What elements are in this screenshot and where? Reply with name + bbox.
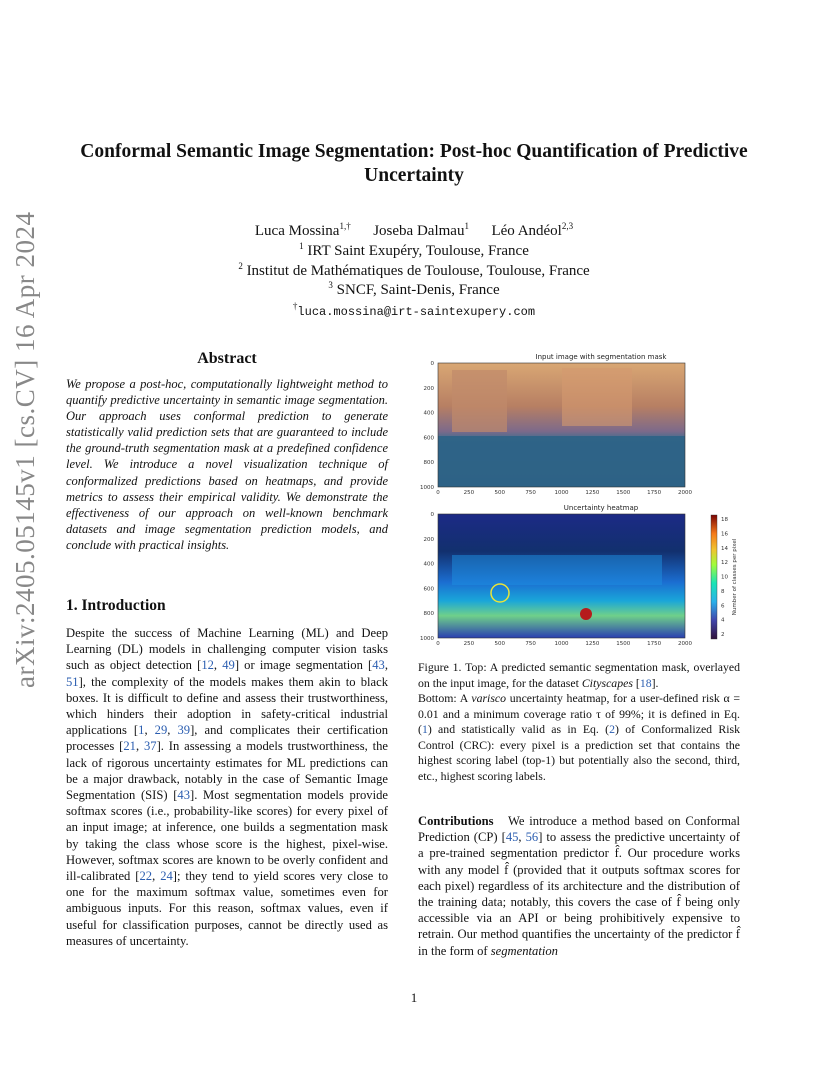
citation-link[interactable]: 43 <box>177 788 191 803</box>
colorbar-tick-label: 12 <box>721 560 728 567</box>
affiliation-1-text: IRT Saint Exupéry, Toulouse, France <box>307 243 529 259</box>
colorbar-tick-label: 14 <box>721 545 728 552</box>
x-tick-label: 1750 <box>647 641 662 647</box>
y-tick-label: 0 <box>430 361 434 367</box>
page-number: 1 <box>410 990 418 1005</box>
arxiv-identifier: arXiv:2405.05145v1 [cs.CV] 16 Apr 2024 <box>10 211 40 688</box>
y-tick-label: 800 <box>423 460 434 467</box>
x-tick-label: 250 <box>463 490 475 496</box>
author-2: Joseba Dalmau <box>373 223 465 239</box>
colorbar-tick-label: 18 <box>721 517 728 523</box>
x-tick-label: 750 <box>525 641 536 647</box>
figure-1 <box>412 350 742 650</box>
author-3: Léo Andéol <box>491 223 562 239</box>
colorbar-label: Number of classes per pixel <box>732 538 738 616</box>
building-region <box>562 368 632 426</box>
colorbar-tick-label: 10 <box>721 574 728 581</box>
affiliation-1-sup: 1 <box>299 241 304 251</box>
y-tick-label: 200 <box>423 536 434 543</box>
x-tick-label: 750 <box>525 490 536 496</box>
citation-link[interactable]: 12 <box>201 658 214 673</box>
x-tick-label: 1000 <box>554 490 569 496</box>
y-tick-label: 600 <box>423 586 434 593</box>
citation-link[interactable]: 18 <box>639 675 652 690</box>
colorbar-tick-label: 4 <box>721 617 725 624</box>
affiliation-3-text: SNCF, Saint-Denis, France <box>336 282 500 298</box>
contributions-heading: Contributions <box>418 814 494 828</box>
citation-link[interactable]: 39 <box>177 723 191 738</box>
citation-link[interactable]: 51 <box>66 674 79 689</box>
y-tick-label: 0 <box>430 512 434 518</box>
y-tick-label: 1000 <box>420 485 434 491</box>
y-tick-label: 400 <box>423 561 434 568</box>
email-address[interactable]: luca.mossina@irt-saintexupery.com <box>297 305 536 319</box>
abstract-text: We propose a post-hoc, computationally lightweight method to quantify predictive uncertainty in semantic image segmentation. Our approach uses conformal prediction to generate statistically valid prediction sets that are guaranteed to include the ground-truth segmentation mask at a predefined confidence level. We introduce a novel visualization technique of conformalized predictions based on heatmaps, and provide metrics to assess their empirical validity. We demonstrate the effectiveness of our approach on well-known benchmark datasets and image segmentation prediction models, and conclude with practical insights. <box>66 377 388 552</box>
heatmap-region <box>452 555 662 585</box>
colorbar-tick-label: 16 <box>721 531 728 538</box>
x-tick-label: 1750 <box>647 490 662 496</box>
y-tick-label: 400 <box>423 410 434 417</box>
top-panel-y-axis <box>420 361 435 491</box>
affiliation-2-sup: 2 <box>238 261 243 271</box>
x-tick-label: 1500 <box>616 641 631 647</box>
top-panel-x-axis <box>436 490 692 496</box>
bottom-panel-x-axis <box>436 641 692 647</box>
abstract-heading: Abstract <box>197 350 257 367</box>
author-2-sup: 1 <box>464 221 469 231</box>
citation-link[interactable]: 29 <box>154 723 168 738</box>
x-tick-label: 1000 <box>554 641 569 647</box>
equation-link[interactable]: 1 <box>421 722 428 736</box>
bottom-panel-title: Uncertainty heatmap <box>563 504 639 512</box>
x-tick-label: 0 <box>436 641 440 647</box>
x-tick-label: 2000 <box>678 641 692 647</box>
x-tick-label: 500 <box>494 490 505 496</box>
y-tick-label: 800 <box>423 611 434 618</box>
y-tick-label: 600 <box>423 435 434 442</box>
email-line <box>60 296 768 322</box>
email-sup: † <box>292 301 298 311</box>
bottom-panel-y-axis <box>420 512 435 642</box>
x-tick-label: 250 <box>463 641 475 647</box>
x-tick-label: 0 <box>436 490 440 496</box>
colorbar <box>711 515 717 639</box>
x-tick-label: 1250 <box>585 490 600 496</box>
y-tick-label: 200 <box>423 385 434 392</box>
citation-link[interactable]: 1 <box>138 723 145 738</box>
x-tick-label: 1500 <box>616 490 631 496</box>
citation-link[interactable]: 43 <box>372 658 385 673</box>
x-tick-label: 2000 <box>678 490 692 496</box>
author-1-sup: 1,† <box>339 221 351 231</box>
author-1: Luca Mossina <box>254 223 340 239</box>
citation-link[interactable]: 22 <box>139 869 153 884</box>
citation-link[interactable]: 45 <box>505 830 519 845</box>
top-panel-title: Input image with segmentation mask <box>535 353 667 361</box>
colorbar-tick-label: 6 <box>721 603 725 610</box>
affiliation-2-text: Institut de Mathématiques de Toulouse, Toulouse, France <box>246 263 590 279</box>
x-tick-label: 500 <box>494 641 505 647</box>
building-region <box>452 370 507 432</box>
heatmap-hot-spot <box>580 608 592 620</box>
author-3-sup: 2,3 <box>561 221 574 231</box>
contributions-paragraph: Contributions We introduce a method based on Conformal Prediction (CP) [45, 56] to assess the predictive uncertainty of a pre-trained segmentation predictor f̂. Our procedure works with any model f̂ (provided that it outputs softmax scores for each pixel) regardless of its architecture and the distribution of the training data; notably, this covers the case of f̂ being only accessible via an API or being prohibitively expensive to retrain. Our method quantifies the uncertainty of the predictor f̂ in the form of segmentation <box>418 814 740 958</box>
citation-link[interactable]: 21 <box>123 739 136 754</box>
citation-link[interactable]: 56 <box>525 830 539 845</box>
colorbar-tick-label: 8 <box>721 588 725 595</box>
road-region <box>438 436 685 487</box>
paper-title: Conformal Semantic Image Segmentation: Post-hoc Quantification of Predictive Uncertainty <box>80 141 748 186</box>
citation-link[interactable]: 37 <box>143 739 157 754</box>
figure-1-caption: Figure 1. Top: A predicted semantic segmentation mask, overlayed on the input image, for the dataset Cityscapes [18]. Bottom: A varisco uncertainty heatmap, for a user-defined risk α = 0.01 and a minimum coverage ratio τ of 99%; it is defined in Eq. (1) and statistically valid as in Eq. (2) of Conformalized Risk Control (CRC): every pixel is a prediction set that contains the highest scoring label (top-1) but potentially also the second, third, etc., highest scoring labels. <box>418 660 740 783</box>
citation-link[interactable]: 24 <box>160 869 173 884</box>
colorbar-ticks <box>721 517 728 638</box>
citation-link[interactable]: 49 <box>222 658 235 673</box>
equation-link[interactable]: 2 <box>609 722 615 736</box>
colorbar-tick-label: 2 <box>721 632 725 638</box>
section-heading-introduction: 1. Introduction <box>66 597 166 614</box>
affiliation-3-sup: 3 <box>328 280 333 290</box>
x-tick-label: 1250 <box>585 641 600 647</box>
introduction-paragraph: Despite the success of Machine Learning (ML) and Deep Learning (DL) models in challenging computer vision tasks such as object detection [12, 49] or image segmentation [43, 51], the complexity of the models makes them akin to black boxes. It is difficult to define and assess their trustworthiness, which hinders their adoption in safety-critical industrial applications [1, 29, 39], and complicates their certification processes [21, 37]. In assessing a models trustworthiness, the lack of rigorous uncertainty estimates for ML predictions can be a major drawback, notably in the case of Semantic Image Segmentation (SIS) [43]. Most segmentation models provide softmax scores (i.e., probability-like scores) for every pixel of an input image; at inference, one builds a segmentation mask by taking the class whose score is the highest, pixel-wise. However, softmax scores are known to be overly confident and ill-calibrated [22, 24]; they tend to yield scores very close to one for the maximum softmax value, sometimes even for ambiguous inputs. For this reason, softmax values, even if useful for classification purposes, cannot be directly used as measures of uncertainty. <box>66 626 389 948</box>
y-tick-label: 1000 <box>420 636 434 642</box>
